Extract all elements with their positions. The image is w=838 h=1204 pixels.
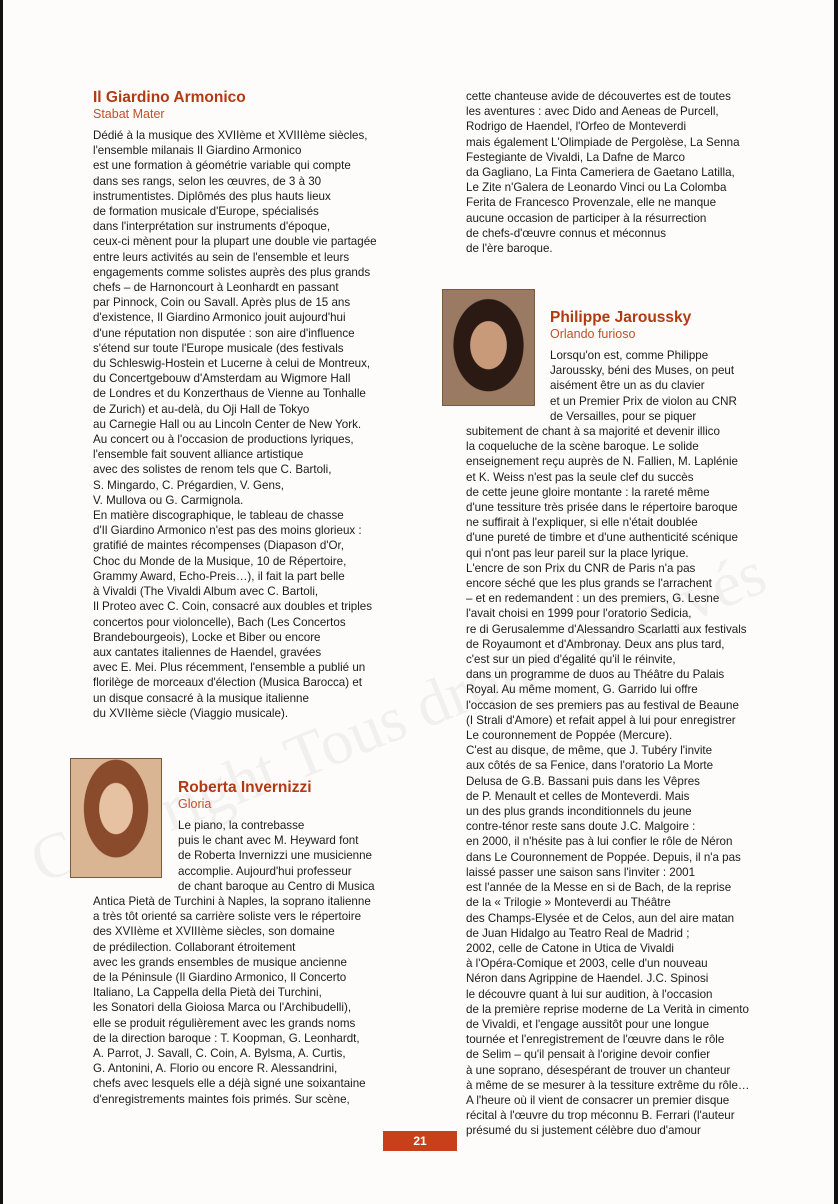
text-line: du Schleswig-Hostein et Lucerne à celui de Montreux,: [93, 357, 371, 371]
text-line: re di Gerusalemme d'Alessandro Scarlatti aux festivals: [466, 622, 747, 636]
text-line: contre-ténor reste sans doute J.C. Malgoire :: [466, 820, 696, 834]
text-line: dans ses rangs, selon les œuvres, de 3 à 30: [93, 174, 322, 188]
text-line: de chant baroque au Centro di Musica: [178, 879, 375, 893]
text-line: Festegiante de Vivaldi, La Dafne de Marco: [466, 150, 685, 164]
text-line: laissé passer une saison sans l'inviter : 2001: [466, 865, 696, 879]
text-line: C'est au disque, de même, que J. Tubéry l'invite: [466, 744, 713, 758]
text-line: Au concert ou à l'occasion de productions lyriques,: [93, 433, 354, 447]
text-line: En matière discographique, le tableau de chasse: [93, 509, 344, 523]
text-line: Jaroussky, béni des Muses, on peut: [550, 364, 735, 378]
text-line: ceux-ci mènent pour la plupart une double vie partagée: [93, 235, 377, 249]
text-line: des XVIIème et XVIIIème siècles, son domaine: [93, 925, 335, 939]
text-line: chefs avec lesquels elle a déjà signé une soixantaine: [93, 1077, 366, 1091]
text-line: par Pinnock, Coin ou Savall. Après plus de 15 ans: [93, 296, 351, 310]
text-line: d'une réputation non disputée : son aire d'influence: [93, 326, 355, 340]
article-invernizzi-continued: [466, 89, 796, 256]
text-line: s'étend sur toute l'Europe musicale (des festivals: [93, 341, 344, 355]
text-line: les Sonatori della Gioiosa Marca ou l'Archibudelli),: [93, 1001, 352, 1015]
text-line: qui n'ont pas leur pareil sur la place lyrique.: [466, 546, 689, 560]
text-line: au Carnegie Hall ou au Lincoln Center de New York.: [93, 417, 362, 431]
text-line: aux côtés de sa Fenice, dans l'oratorio La Morte: [466, 759, 714, 773]
text-line: les aventures : avec Dido and Aeneas de Purcell,: [466, 105, 719, 119]
article-body: [466, 424, 796, 1139]
article-body-beside-photo: [550, 348, 795, 424]
text-line: en 2000, il n'hésite pas à lui confier le rôle de Néron: [466, 835, 733, 849]
text-line: l'occasion de ses premiers pas au festival de Beaune: [466, 698, 739, 712]
text-line: de Zurich) et au-delà, du Oji Hall de Tokyo: [93, 402, 310, 416]
text-line: de Vivaldi, et l'engage aussitôt pour une longue: [466, 1017, 710, 1031]
text-line: l'avait choisi en 1999 pour l'oratorio Sedicia,: [466, 607, 692, 621]
text-line: cette chanteuse avide de découvertes est de toutes: [466, 90, 731, 103]
text-line: de Royaumont et d'Ambronay. Deux ans plus tard,: [466, 637, 725, 651]
text-line: de Versailles, pour se piquer: [550, 409, 697, 423]
article-giardino: [93, 89, 423, 721]
text-line: subitement de chant à sa majorité et devenir illico: [466, 425, 720, 438]
text-line: chefs – de Harnoncourt à Leonhardt en passant: [93, 281, 339, 295]
text-line: l'ensemble milanais Il Giardino Armonico: [93, 144, 302, 158]
text-line: d'Il Giardino Armonico n'est pas des moins glorieux :: [93, 524, 362, 538]
article-subtitle: Gloria: [178, 797, 212, 811]
text-line: entre leurs activités au sein de l'ensemble et leurs: [93, 250, 350, 264]
text-line: du XVIIème siècle (Viaggio musicale).: [93, 706, 289, 720]
text-line: de chefs-d'œuvre connus et méconnus: [466, 226, 667, 240]
text-line: Choc du Monde de la Musique, 10 de Répertoire,: [93, 554, 347, 568]
text-line: Brandebourgeois), Locke et Biber ou encore: [93, 630, 321, 644]
text-line: de Juan Hidalgo au Teatro Real de Madrid ;: [466, 926, 690, 940]
text-line: instrumentistes. Diplômés des plus hauts lieux: [93, 189, 331, 203]
text-line: Italiano, La Cappella della Pietà dei Turchini,: [93, 986, 322, 1000]
text-line: Delusa de G.B. Bassani puis dans les Vêpres: [466, 774, 700, 788]
text-line: Dédié à la musique des XVIIème et XVIIIème siècles,: [93, 129, 368, 142]
text-line: de Londres et du Konzerthaus de Vienne au Tonhalle: [93, 387, 366, 401]
text-line: et K. Weiss n'est pas la seule clef du succès: [466, 470, 694, 484]
text-line: d'une pureté de timbre et d'une authenticité scénique: [466, 531, 738, 545]
text-line: Il Proteo avec C. Coin, consacré aux doubles et triples: [93, 600, 373, 614]
text-line: de la « Trilogie » Monteverdi au Théâtre: [466, 896, 671, 910]
text-line: Le Zite n'Galera de Leonardo Vinci ou La Colomba: [466, 181, 727, 195]
text-line: des Champs-Elysée et de Celos, aun del aire matan: [466, 911, 735, 925]
text-line: dans l'interprétation sur instruments d'époque,: [93, 220, 331, 234]
text-line: c'est sur un pied d'égalité qu'il le réinvite,: [466, 653, 676, 667]
text-line: Royal. Au même moment, G. Garrido lui offre: [466, 683, 698, 697]
text-line: dans Le Couronnement de Poppée. Depuis, il n'a pas: [466, 850, 741, 864]
text-line: est l'année de la Messe en si de Bach, de la reprise: [466, 881, 732, 895]
text-line: un des plus grands inconditionnels du jeune: [466, 805, 692, 819]
text-line: accomplie. Aujourd'hui professeur: [178, 864, 352, 878]
article-jaroussky-header: [550, 309, 795, 424]
text-line: aisément être un as du clavier: [550, 379, 705, 393]
text-line: Néron dans Agrippine de Haendel. J.C. Spinosi: [466, 972, 709, 986]
article-body: [466, 89, 796, 256]
text-line: à même de se mesurer à la tessiture extrême du rôle…: [466, 1078, 750, 1092]
article-invernizzi-body: [93, 894, 423, 1107]
text-line: florilège de morceaux d'élection (Musica Barocca) et: [93, 676, 362, 690]
text-line: avec des solistes de renom tels que C. Bartoli,: [93, 463, 332, 477]
text-line: de P. Menault et celles de Monteverdi. Mais: [466, 789, 690, 803]
text-line: ne suffirait à l'expliquer, si elle n'était doublée: [466, 516, 698, 530]
text-line: à l'Opéra-Comique et 2003, celle d'un nouveau: [466, 957, 708, 971]
text-line: d'enregistrements maintes fois primés. Sur scène,: [93, 1092, 350, 1106]
text-line: puis le chant avec M. Heyward font: [178, 834, 359, 848]
text-line: du Concertgebouw d'Amsterdam au Wigmore Hall: [93, 372, 351, 386]
text-line: avec les grands ensembles de musique ancienne: [93, 955, 347, 969]
text-line: et un Premier Prix de violon au CNR: [550, 394, 737, 408]
article-subtitle: Orlando furioso: [550, 327, 636, 341]
article-subtitle: Stabat Mater: [93, 107, 165, 121]
text-line: (I Strali d'Amore) et refait appel à lui pour enregistrer: [466, 713, 736, 727]
text-line: de l'ère baroque.: [466, 242, 553, 256]
text-line: de la direction baroque : T. Koopman, G. Leonhardt,: [93, 1031, 360, 1045]
text-line: Le piano, la contrebasse: [178, 819, 305, 832]
text-line: de Roberta Invernizzi une musicienne: [178, 849, 372, 863]
text-line: Antica Pietà de Turchini à Naples, la soprano italienne: [93, 895, 371, 908]
text-line: S. Mingardo, C. Prégardien, V. Gens,: [93, 478, 284, 492]
text-line: enseignement reçu auprès de N. Fallien, M. Laplénie: [466, 455, 738, 469]
text-line: de cette jeune gloire montante : la rareté même: [466, 485, 710, 499]
text-line: avec E. Mei. Plus récemment, l'ensemble a publié un: [93, 661, 366, 675]
text-line: présumé du si justement célèbre duo d'amour: [466, 1124, 701, 1138]
text-line: l'ensemble fait souvent alliance artistique: [93, 448, 304, 462]
article-title: Roberta Invernizzi: [178, 779, 312, 796]
text-line: d'existence, Il Giardino Armonico jouit aujourd'hui: [93, 311, 346, 325]
text-line: de prédilection. Collaborant étroitement: [93, 940, 296, 954]
text-line: la coqueluche de la scène baroque. Le solide: [466, 440, 699, 454]
philippe-jaroussky-photo: [442, 289, 535, 406]
text-line: d'une tessiture très prisée dans le répertoire baroque: [466, 501, 738, 515]
text-line: A l'heure où il vient de consacrer un premier disque: [466, 1093, 730, 1107]
text-line: le découvre quant à lui sur audition, à l'occasion: [466, 987, 713, 1001]
text-line: de Selim – qu'il pensait à l'origine devoir confier: [466, 1048, 711, 1062]
text-line: aucune occasion de participer à la résurrection: [466, 211, 707, 225]
right-scan-edge: [834, 0, 838, 1204]
article-invernizzi-header: [178, 779, 398, 894]
text-line: encore séché que les plus grands se l'arrachent: [466, 577, 712, 591]
text-line: concertos pour violoncelle), Bach (Les Concertos: [93, 615, 346, 629]
roberta-invernizzi-photo: [70, 758, 162, 878]
text-line: a très tôt orienté sa carrière soliste vers le répertoire: [93, 910, 362, 924]
text-line: de la première reprise moderne de La Verità in cimento: [466, 1002, 749, 1016]
text-line: aux cantates italiennes de Haendel, gravées: [93, 645, 322, 659]
text-line: dans un programme de duos au Théâtre du Palais: [466, 668, 725, 682]
text-line: A. Parrot, J. Savall, C. Coin, A. Bylsma, A. Curtis,: [93, 1047, 346, 1061]
article-body: [93, 128, 423, 721]
text-line: à une soprano, désespérant de trouver un chanteur: [466, 1063, 731, 1077]
text-line: Le couronnement de Poppée (Mercure).: [466, 729, 673, 743]
article-title: Philippe Jaroussky: [550, 309, 692, 326]
text-line: elle se produit régulièrement avec les grands noms: [93, 1016, 356, 1030]
text-line: est une formation à géométrie variable qui compte: [93, 159, 351, 173]
text-line: 2002, celle de Catone in Utica de Vivaldi: [466, 941, 674, 955]
article-title: Il Giardino Armonico: [93, 89, 246, 106]
text-line: de formation musicale d'Europe, spécialisés: [93, 205, 319, 219]
text-line: gratifié de maintes récompenses (Diapason d'Or,: [93, 539, 344, 553]
article-jaroussky-body: [466, 424, 796, 1139]
text-line: à Vivaldi (The Vivaldi Album avec C. Bartoli,: [93, 585, 319, 599]
text-line: tournée et l'enregistrement de l'œuvre dans le rôle: [466, 1033, 725, 1047]
text-line: Grammy Award, Echo-Preis…), il fait la part belle: [93, 569, 345, 583]
text-line: L'encre de son Prix du CNR de Paris n'a pas: [466, 561, 696, 575]
text-line: de la Péninsule (Il Giardino Armonico, Il Concerto: [93, 971, 347, 985]
text-line: G. Antonini, A. Florio ou encore R. Alessandrini,: [93, 1062, 338, 1076]
text-line: mais également L'Olimpiade de Pergolèse, La Senna: [466, 135, 740, 149]
text-line: un disque consacré à la musique italienne: [93, 691, 309, 705]
text-line: engagements comme solistes auprès des plus grands: [93, 265, 371, 279]
text-line: – et en redemandent : un des premiers, G. Lesne: [466, 592, 720, 606]
text-line: récital à l'œuvre du trop méconnu B. Ferrari (l'auteur: [466, 1109, 735, 1123]
text-line: Rodrigo de Haendel, l'Orfeo de Monteverdi: [466, 120, 687, 134]
left-scan-edge: [0, 0, 3, 1204]
article-body: [93, 894, 423, 1107]
text-line: V. Mullova ou G. Carmignola.: [93, 493, 244, 507]
text-line: da Gagliano, La Finta Cameriera de Gaetano Latilla,: [466, 166, 735, 180]
article-body-beside-photo: [178, 818, 398, 894]
text-line: Ferita de Francesco Provenzale, elle ne manque: [466, 196, 717, 210]
page-number: 21: [383, 1131, 457, 1151]
text-line: Lorsqu'on est, comme Philippe: [550, 349, 709, 362]
